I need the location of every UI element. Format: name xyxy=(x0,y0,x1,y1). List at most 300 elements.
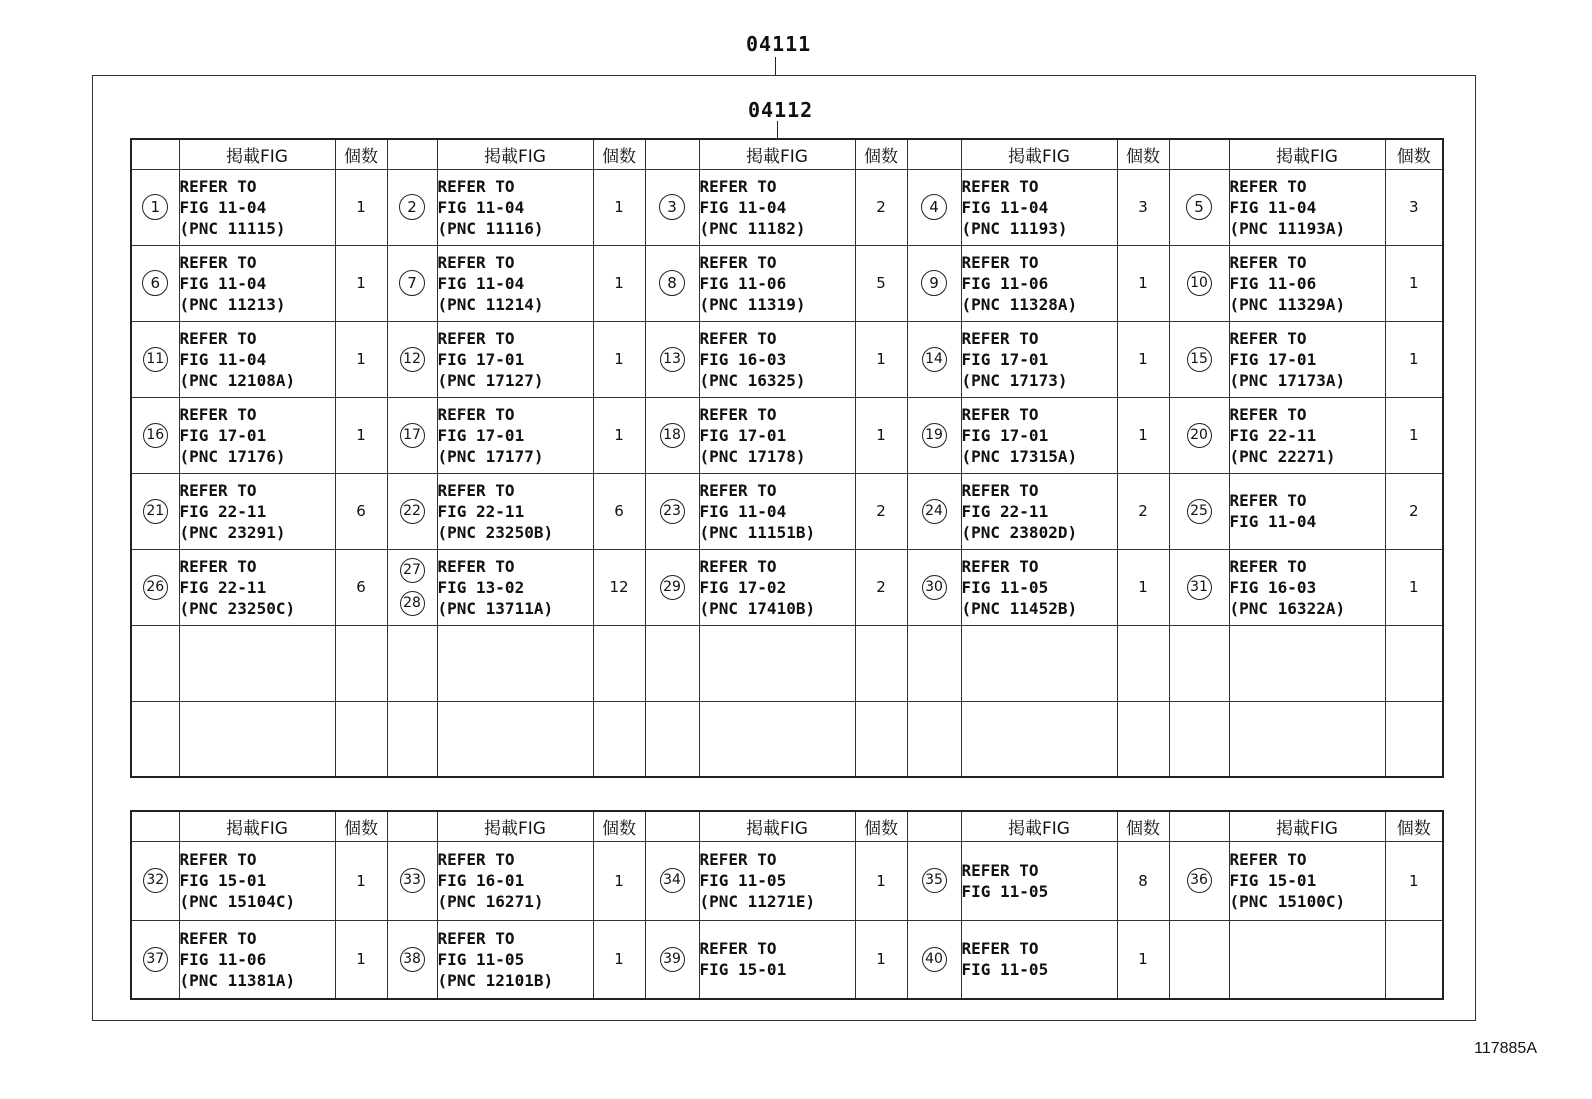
item-number-cell xyxy=(645,549,699,625)
refer-to-text: REFER TO xyxy=(699,556,777,576)
pnc-number: (PNC 11182) xyxy=(699,218,806,238)
quantity-cell: 1 xyxy=(335,245,387,321)
item-number-cell xyxy=(1169,321,1229,397)
pnc-number: (PNC 16322A) xyxy=(1229,598,1346,618)
table-row xyxy=(131,701,1443,777)
quantity-cell: 12 xyxy=(593,549,645,625)
quantity-cell xyxy=(335,625,387,701)
quantity-cell: 1 xyxy=(855,920,907,999)
fig-reference-cell xyxy=(179,920,335,999)
item-number-cell xyxy=(907,473,961,549)
item-number-cell xyxy=(1169,549,1229,625)
item-number-cell xyxy=(645,701,699,777)
quantity-cell: 1 xyxy=(335,920,387,999)
quantity-cell: 2 xyxy=(855,549,907,625)
fig-number: FIG 22-11 xyxy=(961,501,1049,521)
pnc-number: (PNC 17315A) xyxy=(961,446,1078,466)
pnc-number: (PNC 11452B) xyxy=(961,598,1078,618)
refer-to-text: REFER TO xyxy=(179,176,257,196)
pnc-number: (PNC 16325) xyxy=(699,370,806,390)
quantity-cell: 1 xyxy=(1117,549,1169,625)
item-number-cell xyxy=(645,625,699,701)
fig-reference-cell xyxy=(961,625,1117,701)
fig-reference-cell xyxy=(961,549,1117,625)
refer-to-text: REFER TO xyxy=(1229,176,1307,196)
quantity-cell xyxy=(1117,701,1169,777)
item-number-cell xyxy=(907,397,961,473)
quantity-cell xyxy=(855,701,907,777)
fig-number: FIG 15-01 xyxy=(1229,871,1317,890)
refer-to-text: REFER TO xyxy=(179,928,257,948)
fig-number: FIG 11-05 xyxy=(437,949,525,969)
item-number-cell xyxy=(1169,397,1229,473)
callout-number: 1 xyxy=(142,194,168,220)
quantity-cell: 1 xyxy=(593,321,645,397)
refer-to-text: REFER TO xyxy=(1229,252,1307,272)
quantity-cell: 1 xyxy=(593,397,645,473)
callout-number: 10 xyxy=(1187,271,1212,296)
fig-reference-cell xyxy=(179,473,335,549)
quantity-cell: 8 xyxy=(1117,841,1169,920)
quantity-cell xyxy=(1117,625,1169,701)
pnc-number: (PNC 23250B) xyxy=(437,522,554,542)
fig-reference-cell xyxy=(699,397,855,473)
pnc-number: (PNC 23802D) xyxy=(961,522,1078,542)
fig-number: FIG 11-04 xyxy=(1229,197,1317,217)
refer-to-text: REFER TO xyxy=(437,176,515,196)
item-number-cell xyxy=(387,625,437,701)
header-fig: 掲載FIG xyxy=(699,139,855,169)
header-qty: 個数 xyxy=(593,811,645,841)
table-row xyxy=(131,920,1443,999)
quantity-cell: 1 xyxy=(335,397,387,473)
fig-reference-cell xyxy=(1229,549,1385,625)
fig-number: FIG 11-06 xyxy=(1229,273,1317,293)
quantity-cell: 1 xyxy=(1385,245,1443,321)
item-number-cell xyxy=(1169,701,1229,777)
header-fig: 掲載FIG xyxy=(179,139,335,169)
callout-number: 8 xyxy=(659,270,685,296)
fig-reference-cell xyxy=(699,920,855,999)
refer-to-text: REFER TO xyxy=(961,480,1039,500)
refer-to-text: REFER TO xyxy=(699,328,777,348)
fig-reference-cell xyxy=(961,701,1117,777)
header-blank xyxy=(645,811,699,841)
fig-number: FIG 15-01 xyxy=(179,871,267,890)
fig-reference-cell xyxy=(961,169,1117,245)
quantity-cell: 1 xyxy=(855,397,907,473)
quantity-cell: 1 xyxy=(1117,245,1169,321)
callout-number: 20 xyxy=(1187,423,1212,448)
fig-reference-cell xyxy=(699,701,855,777)
fig-reference-cell xyxy=(179,169,335,245)
fig-reference-cell xyxy=(1229,245,1385,321)
callout-number: 32 xyxy=(143,868,168,893)
header-fig: 掲載FIG xyxy=(961,139,1117,169)
refer-to-text: REFER TO xyxy=(961,252,1039,272)
header-qty: 個数 xyxy=(335,139,387,169)
refer-to-text: REFER TO xyxy=(437,850,515,869)
header-fig: 掲載FIG xyxy=(437,811,593,841)
item-number-cell xyxy=(1169,920,1229,999)
callout-number: 25 xyxy=(1187,499,1212,524)
item-number-cell xyxy=(907,245,961,321)
quantity-cell xyxy=(855,625,907,701)
fig-number: FIG 11-04 xyxy=(179,349,267,369)
header-qty: 個数 xyxy=(855,811,907,841)
callout-number: 36 xyxy=(1187,868,1212,893)
refer-to-text: REFER TO xyxy=(699,176,777,196)
refer-to-text: REFER TO xyxy=(179,404,257,424)
refer-to-text: REFER TO xyxy=(437,480,515,500)
refer-to-text: REFER TO xyxy=(437,252,515,272)
callout-number: 3 xyxy=(659,194,685,220)
fig-reference-cell xyxy=(699,321,855,397)
item-number-cell xyxy=(1169,473,1229,549)
callout-number: 26 xyxy=(143,575,168,600)
refer-to-text: REFER TO xyxy=(437,928,515,948)
outer-assembly-label: 04111 xyxy=(746,32,812,56)
fig-reference-cell xyxy=(699,549,855,625)
pnc-number: (PNC 11319) xyxy=(699,294,806,314)
header-fig: 掲載FIG xyxy=(961,811,1117,841)
table-row xyxy=(131,169,1443,245)
fig-number: FIG 17-01 xyxy=(437,349,525,369)
item-number-cell xyxy=(131,549,179,625)
fig-number: FIG 11-04 xyxy=(699,197,787,217)
quantity-cell: 1 xyxy=(335,841,387,920)
quantity-cell: 1 xyxy=(1117,397,1169,473)
fig-reference-cell xyxy=(1229,397,1385,473)
pnc-number: (PNC 11116) xyxy=(437,218,544,238)
pnc-number: (PNC 23250C) xyxy=(179,598,296,618)
table-row xyxy=(131,473,1443,549)
fig-reference-cell xyxy=(961,920,1117,999)
item-number-cell xyxy=(907,920,961,999)
pnc-number: (PNC 16271) xyxy=(437,892,544,911)
header-qty: 個数 xyxy=(855,139,907,169)
callout-number: 34 xyxy=(660,868,685,893)
refer-to-text: REFER TO xyxy=(961,176,1039,196)
fig-number: FIG 17-01 xyxy=(699,425,787,445)
item-number-cell xyxy=(645,169,699,245)
fig-reference-cell xyxy=(437,245,593,321)
item-number-cell xyxy=(645,841,699,920)
quantity-cell: 6 xyxy=(335,473,387,549)
pnc-number: (PNC 17178) xyxy=(699,446,806,466)
fig-reference-cell xyxy=(437,920,593,999)
quantity-cell xyxy=(593,625,645,701)
fig-number: FIG 16-01 xyxy=(437,871,525,890)
pnc-number: (PNC 11193) xyxy=(961,218,1068,238)
item-number-cell xyxy=(387,701,437,777)
quantity-cell xyxy=(593,701,645,777)
fig-reference-cell xyxy=(1229,625,1385,701)
refer-to-text: REFER TO xyxy=(179,556,257,576)
table-row xyxy=(131,397,1443,473)
header-fig: 掲載FIG xyxy=(1229,811,1385,841)
callout-number: 22 xyxy=(400,499,425,524)
fig-number: FIG 17-02 xyxy=(699,577,787,597)
fig-number: FIG 11-06 xyxy=(179,949,267,969)
callout-number: 4 xyxy=(921,194,947,220)
fig-reference-cell xyxy=(179,549,335,625)
item-number-cell xyxy=(1169,169,1229,245)
fig-reference-cell xyxy=(179,397,335,473)
table-header-row xyxy=(131,811,1443,841)
callout-number: 11 xyxy=(143,347,168,372)
fig-reference-cell xyxy=(437,473,593,549)
refer-to-text: REFER TO xyxy=(1229,491,1307,510)
callout-number: 9 xyxy=(921,270,947,296)
refer-to-text: REFER TO xyxy=(699,939,777,959)
pnc-number: (PNC 11381A) xyxy=(179,970,296,990)
item-number-cell xyxy=(907,321,961,397)
fig-number: FIG 11-06 xyxy=(961,273,1049,293)
quantity-cell: 3 xyxy=(1117,169,1169,245)
pnc-number: (PNC 23291) xyxy=(179,522,286,542)
item-number-cell xyxy=(131,321,179,397)
quantity-cell: 1 xyxy=(593,169,645,245)
item-number-cell xyxy=(387,549,437,625)
quantity-cell: 6 xyxy=(335,549,387,625)
header-blank xyxy=(907,139,961,169)
inner-assembly-label: 04112 xyxy=(748,98,814,122)
callout-number: 35 xyxy=(922,868,947,893)
pnc-number: (PNC 17176) xyxy=(179,446,286,466)
quantity-cell: 6 xyxy=(593,473,645,549)
pnc-number: (PNC 11214) xyxy=(437,294,544,314)
fig-reference-cell xyxy=(961,245,1117,321)
item-number-cell xyxy=(907,169,961,245)
fig-number: FIG 11-04 xyxy=(437,197,525,217)
refer-to-text: REFER TO xyxy=(961,860,1039,880)
table-header-row xyxy=(131,139,1443,169)
refer-to-text: REFER TO xyxy=(437,556,515,576)
header-qty: 個数 xyxy=(593,139,645,169)
fig-number: FIG 11-05 xyxy=(961,577,1049,597)
fig-number: FIG 11-04 xyxy=(1229,512,1317,531)
fig-number: FIG 13-02 xyxy=(437,577,525,597)
fig-reference-cell xyxy=(961,321,1117,397)
pnc-number: (PNC 11213) xyxy=(179,294,286,314)
pnc-number: (PNC 13711A) xyxy=(437,598,554,618)
callout-number: 15 xyxy=(1187,347,1212,372)
fig-reference-cell xyxy=(179,321,335,397)
item-number-cell xyxy=(907,841,961,920)
item-number-cell xyxy=(131,397,179,473)
fig-number: FIG 16-03 xyxy=(699,349,787,369)
item-number-cell xyxy=(131,245,179,321)
pnc-number: (PNC 17410B) xyxy=(699,598,816,618)
refer-to-text: REFER TO xyxy=(1229,404,1307,424)
pnc-number: (PNC 15104C) xyxy=(179,892,296,911)
header-blank xyxy=(387,811,437,841)
fig-reference-cell xyxy=(1229,841,1385,920)
quantity-cell xyxy=(1385,920,1443,999)
callout-number: 18 xyxy=(660,423,685,448)
fig-reference-cell xyxy=(179,701,335,777)
callout-number: 24 xyxy=(922,499,947,524)
item-number-cell xyxy=(907,549,961,625)
item-number-cell xyxy=(645,397,699,473)
callout-number: 37 xyxy=(143,947,168,972)
callout-number: 16 xyxy=(143,423,168,448)
fig-number: FIG 11-04 xyxy=(179,197,267,217)
callout-number: 21 xyxy=(143,499,168,524)
fig-number: FIG 17-01 xyxy=(179,425,267,445)
fig-number: FIG 22-11 xyxy=(437,501,525,521)
item-number-cell xyxy=(131,841,179,920)
refer-to-text: REFER TO xyxy=(179,328,257,348)
quantity-cell: 1 xyxy=(1385,397,1443,473)
quantity-cell: 2 xyxy=(1117,473,1169,549)
header-fig: 掲載FIG xyxy=(1229,139,1385,169)
drawing-number: 117885A xyxy=(1474,1040,1537,1057)
item-number-cell xyxy=(131,169,179,245)
callout-number: 2 xyxy=(399,194,425,220)
pnc-number: (PNC 22271) xyxy=(1229,446,1336,466)
refer-to-text: REFER TO xyxy=(179,850,257,869)
fig-reference-cell xyxy=(437,321,593,397)
header-blank xyxy=(131,139,179,169)
refer-to-text: REFER TO xyxy=(179,252,257,272)
pnc-number: (PNC 17127) xyxy=(437,370,544,390)
refer-to-text: REFER TO xyxy=(1229,328,1307,348)
refer-to-text: REFER TO xyxy=(961,404,1039,424)
quantity-cell: 1 xyxy=(593,245,645,321)
pnc-number: (PNC 12108A) xyxy=(179,370,296,390)
fig-reference-cell xyxy=(1229,321,1385,397)
item-number-cell xyxy=(1169,841,1229,920)
pnc-number: (PNC 12101B) xyxy=(437,970,554,990)
callout-number: 5 xyxy=(1186,194,1212,220)
pnc-number: (PNC 17173A) xyxy=(1229,370,1346,390)
pnc-number: (PNC 11193A) xyxy=(1229,218,1346,238)
item-number-cell xyxy=(387,473,437,549)
item-number-cell xyxy=(907,625,961,701)
header-fig: 掲載FIG xyxy=(179,811,335,841)
fig-number: FIG 11-05 xyxy=(961,881,1049,901)
parts-reference-table-1 xyxy=(130,138,1444,778)
quantity-cell: 1 xyxy=(593,841,645,920)
item-number-cell xyxy=(645,920,699,999)
refer-to-text: REFER TO xyxy=(699,480,777,500)
item-number-cell xyxy=(131,701,179,777)
header-qty: 個数 xyxy=(1385,139,1443,169)
header-blank xyxy=(387,139,437,169)
inner-leader-line xyxy=(777,121,778,138)
refer-to-text: REFER TO xyxy=(1229,556,1307,576)
refer-to-text: REFER TO xyxy=(961,328,1039,348)
fig-reference-cell xyxy=(179,625,335,701)
callout-number: 13 xyxy=(660,347,685,372)
refer-to-text: REFER TO xyxy=(1229,850,1307,869)
fig-reference-cell xyxy=(437,625,593,701)
fig-reference-cell xyxy=(1229,169,1385,245)
fig-reference-cell xyxy=(699,169,855,245)
header-qty: 個数 xyxy=(1117,811,1169,841)
fig-reference-cell xyxy=(179,245,335,321)
quantity-cell: 3 xyxy=(1385,169,1443,245)
refer-to-text: REFER TO xyxy=(699,404,777,424)
pnc-number: (PNC 11328A) xyxy=(961,294,1078,314)
header-fig: 掲載FIG xyxy=(437,139,593,169)
fig-number: FIG 17-01 xyxy=(961,425,1049,445)
item-number-cell xyxy=(907,701,961,777)
fig-number: FIG 11-04 xyxy=(437,273,525,293)
refer-to-text: REFER TO xyxy=(961,939,1039,959)
fig-reference-cell xyxy=(179,841,335,920)
outer-leader-line xyxy=(775,57,776,75)
fig-number: FIG 15-01 xyxy=(699,960,787,980)
table-row xyxy=(131,321,1443,397)
quantity-cell: 1 xyxy=(1385,841,1443,920)
fig-number: FIG 11-05 xyxy=(699,871,787,890)
item-number-cell xyxy=(1169,245,1229,321)
callout-number: 33 xyxy=(400,868,425,893)
fig-reference-cell xyxy=(699,245,855,321)
callout-number: 17 xyxy=(400,423,425,448)
header-blank xyxy=(1169,811,1229,841)
callout-number: 27 xyxy=(400,558,425,583)
item-number-cell xyxy=(131,473,179,549)
pnc-number: (PNC 11271E) xyxy=(699,892,816,911)
pnc-number: (PNC 17177) xyxy=(437,446,544,466)
quantity-cell: 1 xyxy=(335,321,387,397)
fig-reference-cell xyxy=(437,841,593,920)
fig-number: FIG 17-01 xyxy=(1229,349,1317,369)
quantity-cell xyxy=(1385,701,1443,777)
callout-number: 29 xyxy=(660,575,685,600)
quantity-cell: 2 xyxy=(1385,473,1443,549)
item-number-cell xyxy=(387,397,437,473)
fig-reference-cell xyxy=(1229,473,1385,549)
callout-number: 31 xyxy=(1187,575,1212,600)
table-row xyxy=(131,625,1443,701)
refer-to-text: REFER TO xyxy=(699,252,777,272)
callout-number: 40 xyxy=(922,947,947,972)
pnc-number: (PNC 11151B) xyxy=(699,522,816,542)
callout-number: 23 xyxy=(660,499,685,524)
header-blank xyxy=(1169,139,1229,169)
refer-to-text: REFER TO xyxy=(179,480,257,500)
header-blank xyxy=(645,139,699,169)
callout-number: 30 xyxy=(922,575,947,600)
fig-reference-cell xyxy=(961,473,1117,549)
fig-number: FIG 11-04 xyxy=(961,197,1049,217)
table-row xyxy=(131,841,1443,920)
header-qty: 個数 xyxy=(335,811,387,841)
pnc-number: (PNC 15100C) xyxy=(1229,892,1346,911)
quantity-cell: 2 xyxy=(855,169,907,245)
table-row xyxy=(131,549,1443,625)
refer-to-text: REFER TO xyxy=(437,328,515,348)
item-number-cell xyxy=(387,169,437,245)
fig-number: FIG 16-03 xyxy=(1229,577,1317,597)
item-number-cell xyxy=(645,473,699,549)
quantity-cell: 1 xyxy=(1117,321,1169,397)
fig-reference-cell xyxy=(961,841,1117,920)
quantity-cell: 1 xyxy=(593,920,645,999)
quantity-cell xyxy=(1385,625,1443,701)
fig-number: FIG 11-04 xyxy=(179,273,267,293)
callout-number: 12 xyxy=(400,347,425,372)
fig-reference-cell xyxy=(437,397,593,473)
item-number-cell xyxy=(387,245,437,321)
pnc-number: (PNC 11329A) xyxy=(1229,294,1346,314)
callout-number: 39 xyxy=(660,947,685,972)
